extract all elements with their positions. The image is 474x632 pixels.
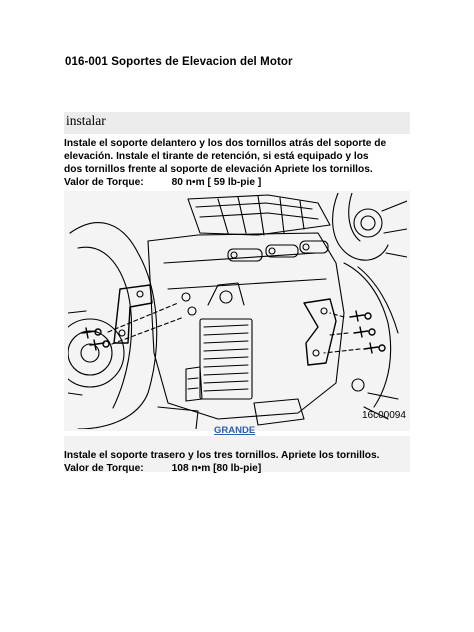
instruction-line: Instale el soporte delantero y los dos tornillos atrás del soporte de — [64, 138, 387, 149]
torque-value: 80 n•m [ 59 lb-pie ] — [171, 177, 262, 188]
torque-line — [64, 462, 410, 475]
instruction-line: elevación. Instale el tirante de retención, si está equipado y los — [64, 151, 369, 162]
engine-lifting-bracket-illustration — [68, 193, 407, 429]
instruction-line: dos tornillos frente al soporte de elevación Apriete los tornillos. — [64, 164, 373, 175]
instruction-line: Instale el soporte trasero y los tres tornillos. Apriete los tornillos. — [64, 450, 380, 461]
torque-line — [64, 176, 410, 189]
figure-code: 16c00094 — [362, 410, 406, 421]
torque-label: Valor de Torque: — [64, 177, 144, 188]
install-instructions-rear — [64, 449, 410, 475]
install-instructions-front — [64, 137, 410, 189]
section-heading: instalar — [66, 113, 106, 128]
section-header-band — [64, 112, 410, 134]
page-title: 016-001 Soportes de Elevacion del Motor — [65, 56, 293, 68]
enlarge-image-link[interactable]: GRANDE — [214, 425, 256, 436]
torque-value: 108 n•m [80 lb-pie] — [171, 463, 262, 474]
torque-label: Valor de Torque: — [64, 463, 144, 474]
